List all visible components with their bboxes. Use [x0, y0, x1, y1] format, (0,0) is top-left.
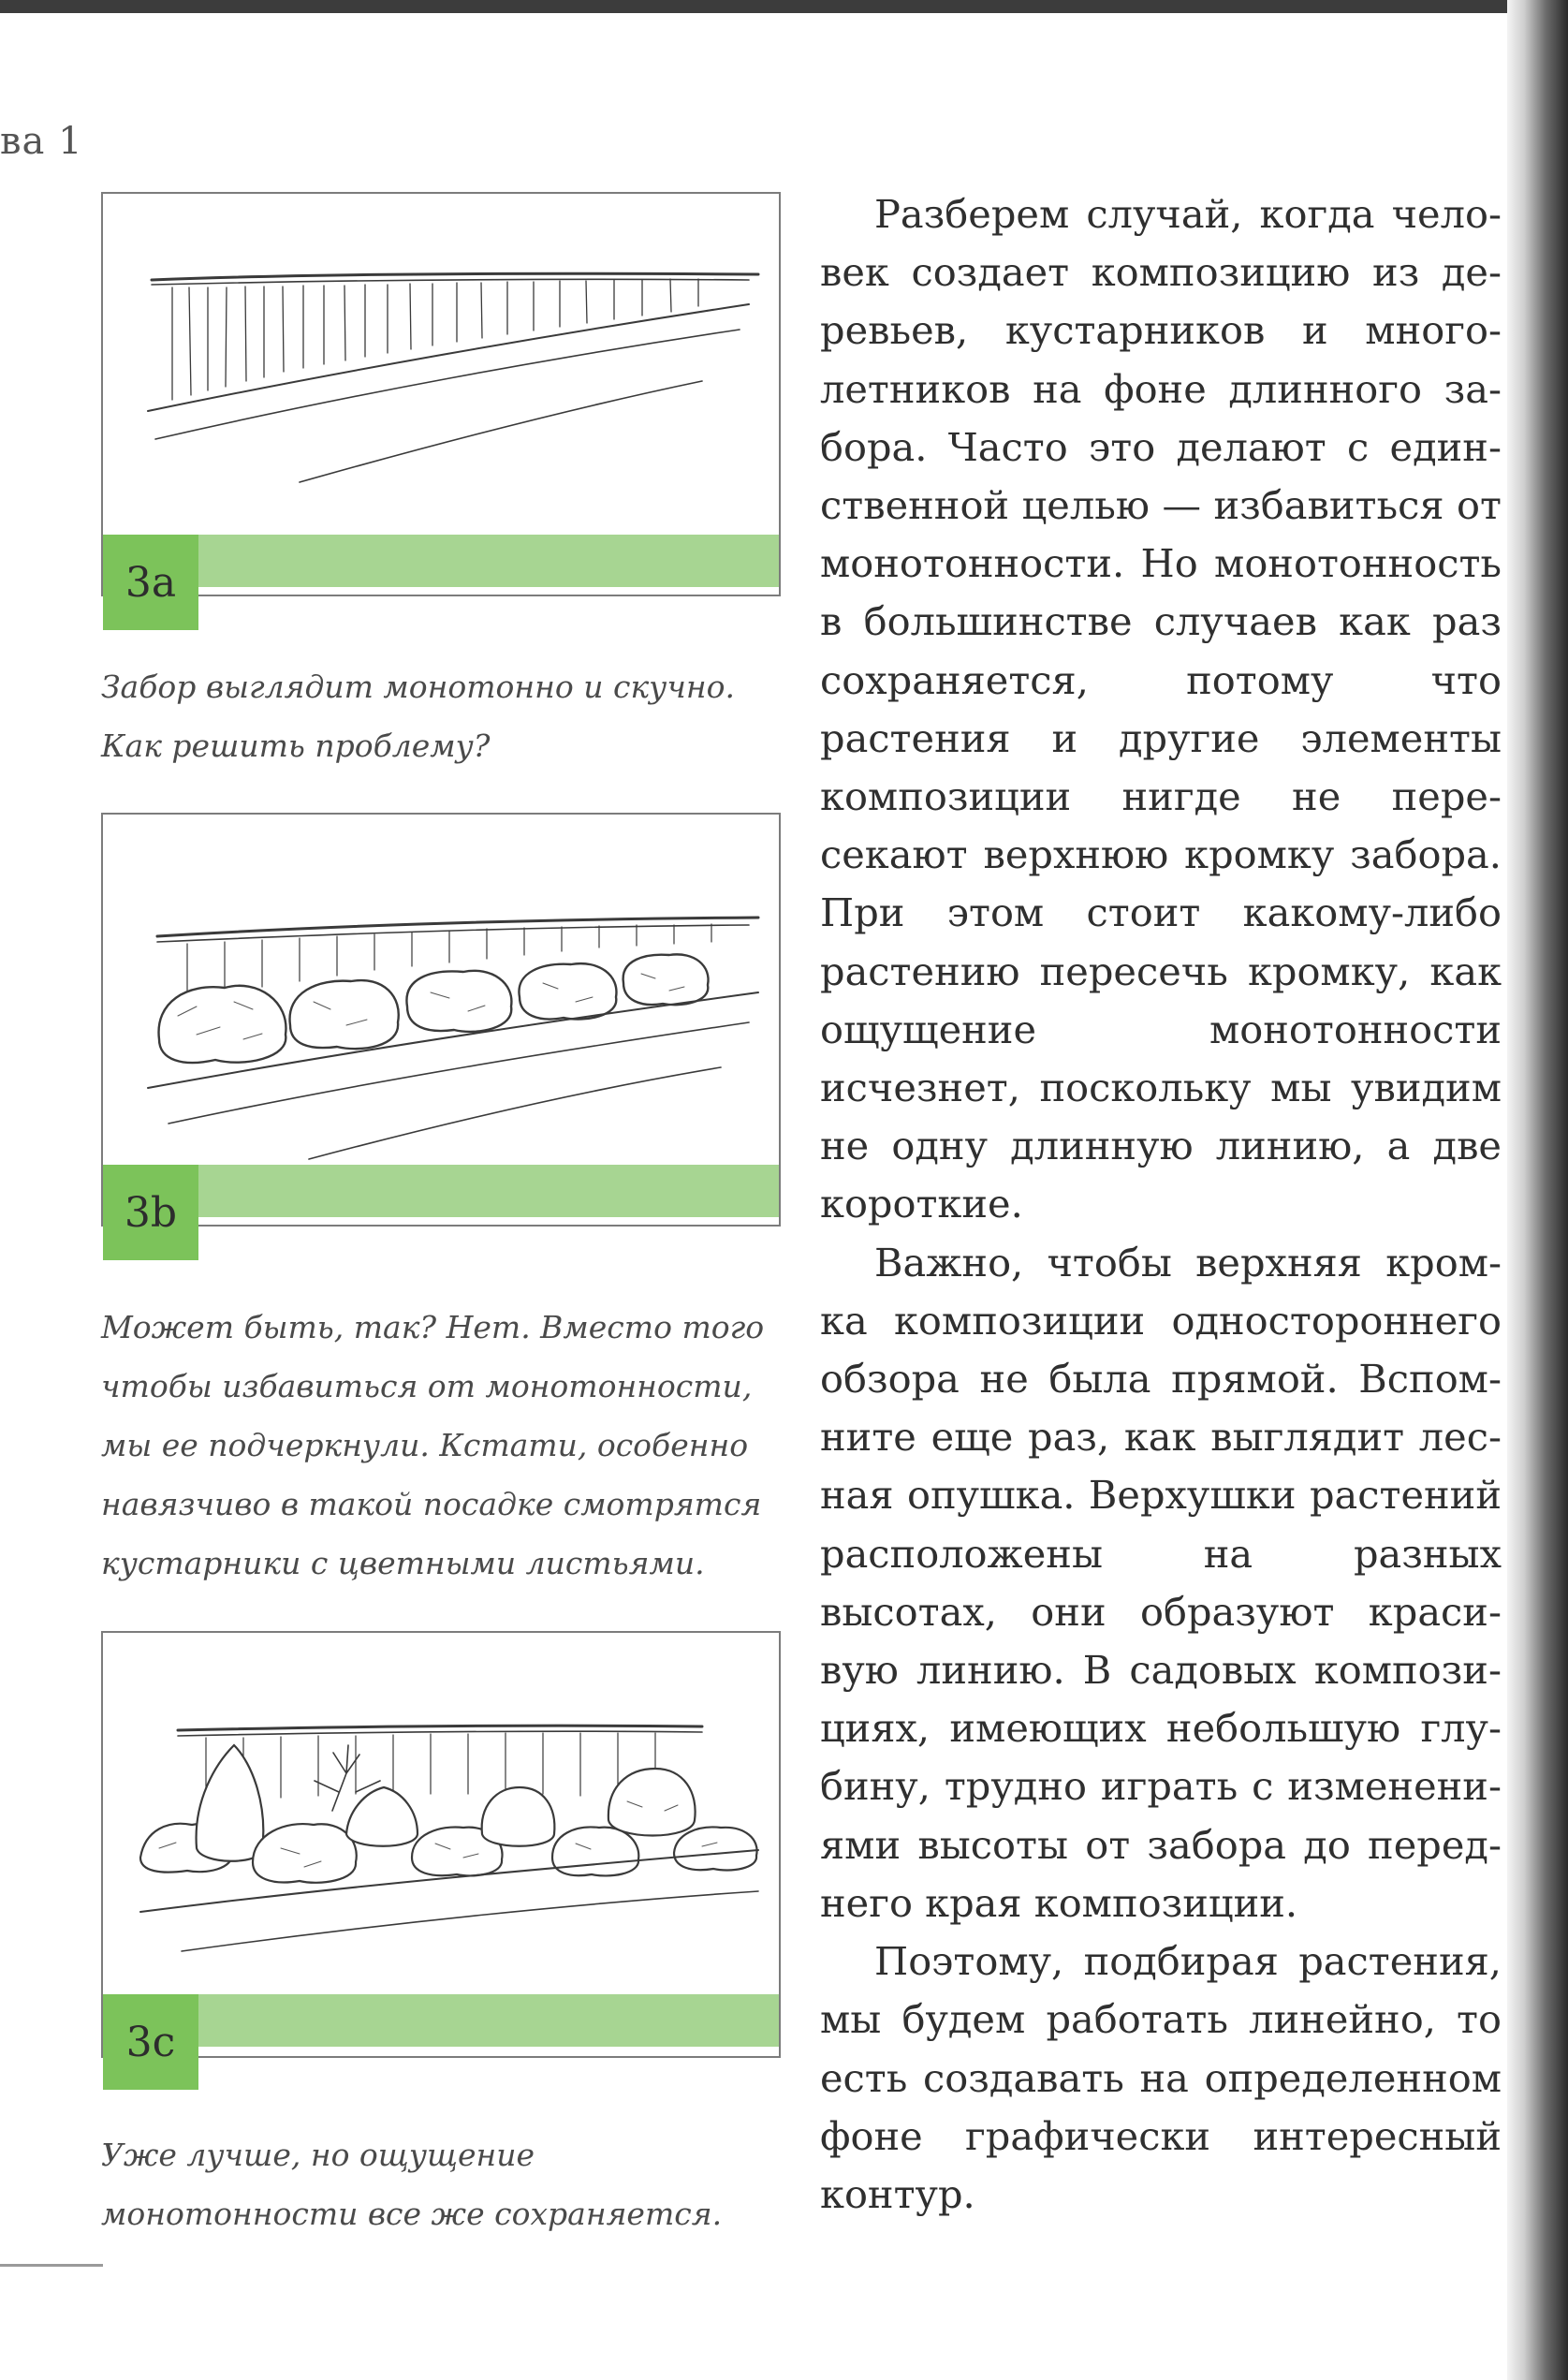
page-top-edge — [0, 0, 1568, 13]
body-text-column — [820, 185, 1502, 2224]
fence-sketch-shrubs — [103, 815, 779, 1225]
figure-caption-3c: Уже лучше, но ощущение монотонности все же сохраняется. — [101, 2137, 723, 2232]
figure-3c — [101, 1631, 781, 2066]
fence-sketch-varied-plants — [103, 1633, 779, 2056]
label-band-3b — [103, 1165, 779, 1217]
figure-label-3b: 3b — [103, 1165, 198, 1260]
label-band-3c — [103, 1994, 779, 2047]
figure-3b — [101, 813, 781, 1237]
body-paragraph: Поэтому, подбирая растения, мы будем работать линейно, то есть создавать на определенном фоне графически интересный контур. — [820, 1938, 1502, 2217]
figure-label-3c: 3c — [103, 1994, 198, 2090]
figure-caption-3b: Может быть, так? Нет. Вместо того чтобы избавиться от монотонности, мы ее подчеркнули. Кстати, особенно навязчиво в такой посадке смотрятся кустарники с цветными листьями. — [101, 1309, 765, 1581]
label-band-3a — [103, 535, 779, 587]
figure-3a — [101, 192, 781, 607]
body-paragraph: Разберем случай, когда человек создает композицию из деревьев, кустарников и многолетников на фоне длинного забора. Часто это делают с единственной целью — избавиться от монотонности. Но монотонность в большинстве случаев как раз сохраняется, потому что растения и другие элементы композиции нигде не пересекают верхнюю кромку забора. При этом стоит какому-либо растению пересечь кромку, как ощущение монотонности исчезнет, поскольку мы увидим не одну длинную линию, а две короткие. — [820, 191, 1502, 1227]
body-paragraph: Важно, чтобы верхняя кромка композиции одностороннего обзора не была прямой. Вспомните еще раз, как выглядит лесная опушка. Верхушки растений расположены на разных высотах, они образуют красивую линию. В садовых композициях, имеющих небольшую глубину, трудно играть с изменениями высоты от забора до переднего края композиции. — [820, 1239, 1502, 1926]
page-bottom-rule — [0, 2264, 103, 2267]
figure-label-3a: 3a — [103, 535, 198, 630]
figure-caption-3a: Забор выглядит монотонно и скучно. Как решить проблему? — [101, 668, 735, 764]
page-binding-shadow — [1507, 0, 1568, 2380]
running-head: ва 1 — [0, 120, 83, 163]
